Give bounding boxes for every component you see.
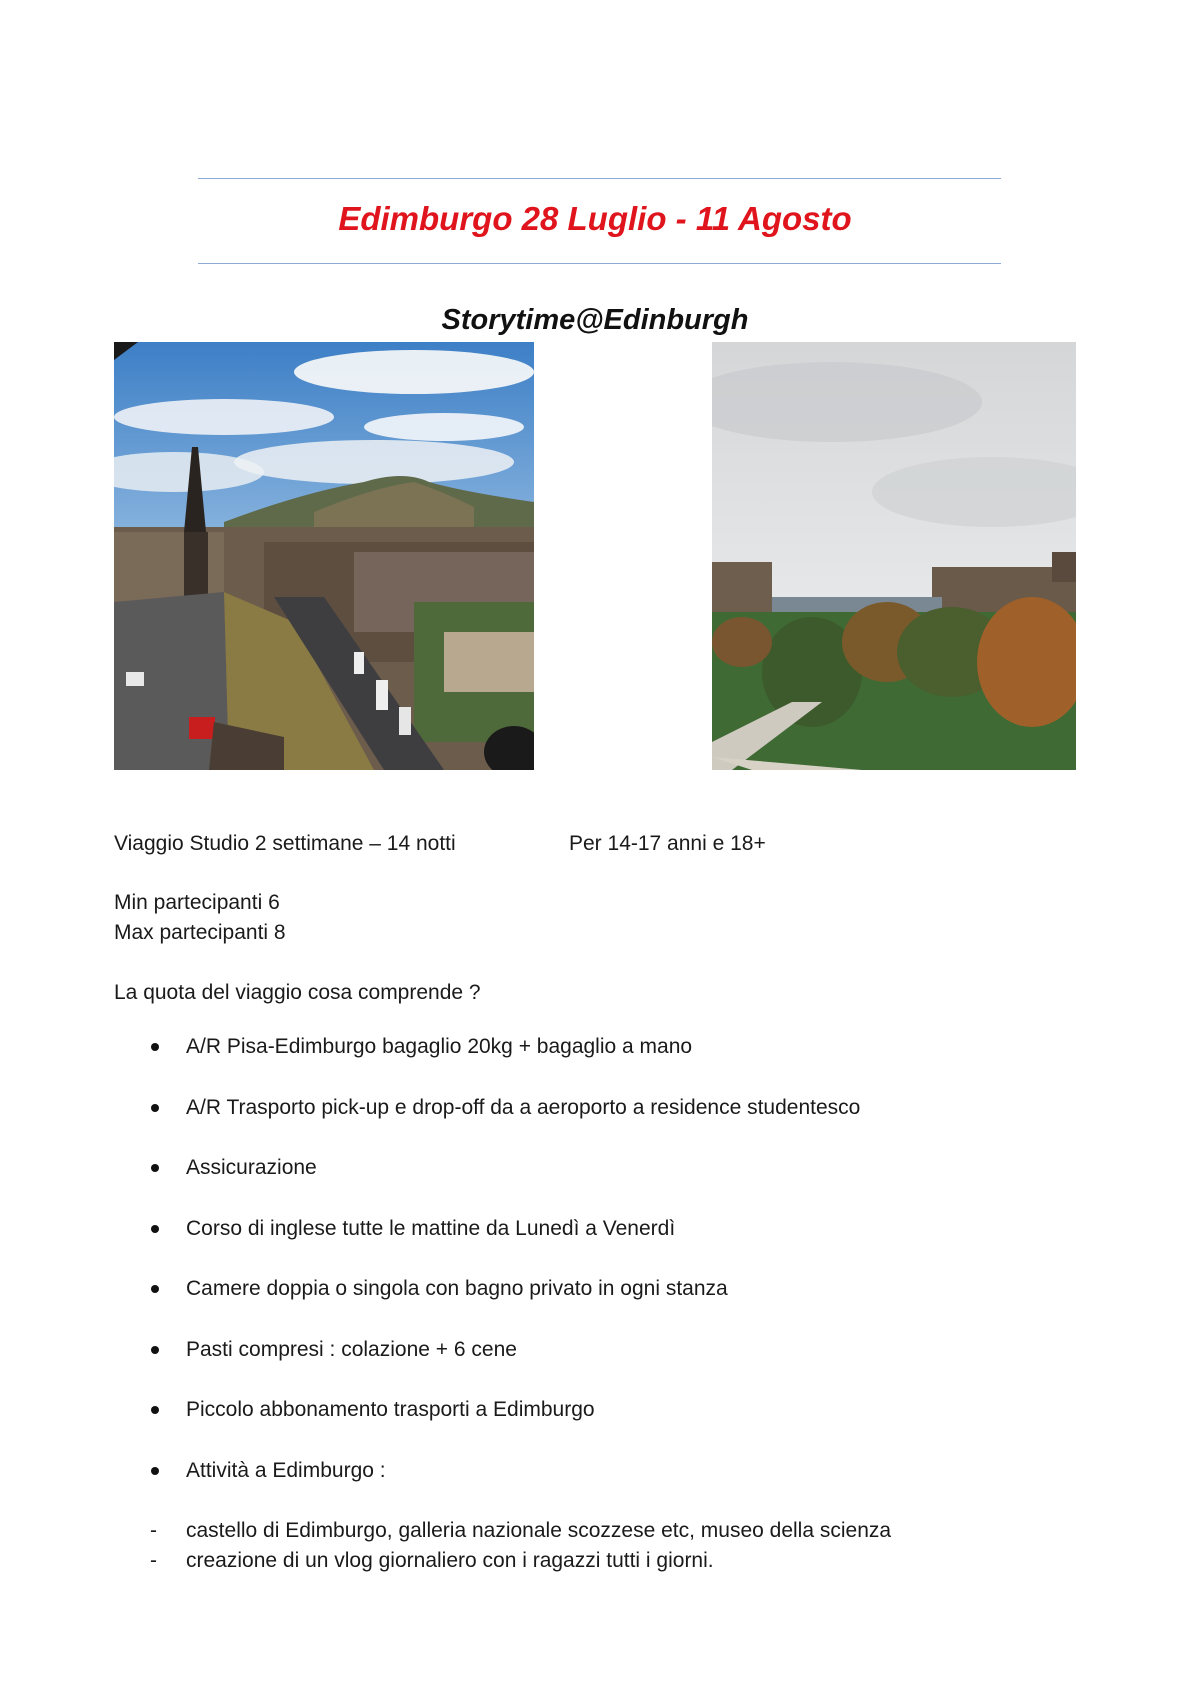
min-participants: Min partecipanti 6 [114, 891, 280, 914]
edinburgh-gardens-photo [712, 342, 1076, 770]
top-rule [198, 178, 1001, 179]
bullet-icon [151, 1104, 159, 1112]
bullet-icon [151, 1285, 159, 1293]
dash-icon: - [150, 1519, 157, 1542]
bullet-icon [151, 1043, 159, 1051]
trip-duration: Viaggio Studio 2 settimane – 14 notti [114, 832, 456, 855]
age-groups: Per 14-17 anni e 18+ [569, 832, 766, 855]
bullet-icon [151, 1346, 159, 1354]
document-page: Edimburgo 28 Luglio - 11 Agosto Storytime@Edinburgh Viaggio Studio 2 settimane – 14 notti Per 14-17 anni e 18+ Min partecipanti 6 Max partecipanti 8 La quota del viaggio cosa comprende ? A/R Pisa-Edimburgo bagaglio 20kg + bagaglio a mano A/R Trasporto pick-up e drop-off da a aeroporto a residence studentesco Assicurazione Corso di inglese tutte le mattine da Lunedì a Venerdì Camere doppia o singola con bagno privato in ogni stanza Pasti compresi : colazione + 6 cene Piccolo abbonamento trasporti a Edimburgo Attività a Edimburgo : - castello di Edimburgo, galleria nazionale scozzese etc, museo della scienza - creazione di un vlog giornaliero con i ragazzi tutti i giorni. [0, 0, 1190, 1684]
page-title: Edimburgo 28 Luglio - 11 Agosto [338, 200, 852, 237]
dash-icon: - [150, 1549, 157, 1572]
bullet-icon [151, 1406, 159, 1414]
max-participants: Max partecipanti 8 [114, 921, 286, 944]
includes-question: La quota del viaggio cosa comprende ? [114, 981, 481, 1004]
bullet-icon [151, 1164, 159, 1172]
page-subtitle: Storytime@Edinburgh [441, 304, 749, 336]
edinburgh-city-photo [114, 342, 534, 770]
bullet-icon [151, 1225, 159, 1233]
bottom-rule [198, 263, 1001, 264]
bullet-icon [151, 1467, 159, 1475]
